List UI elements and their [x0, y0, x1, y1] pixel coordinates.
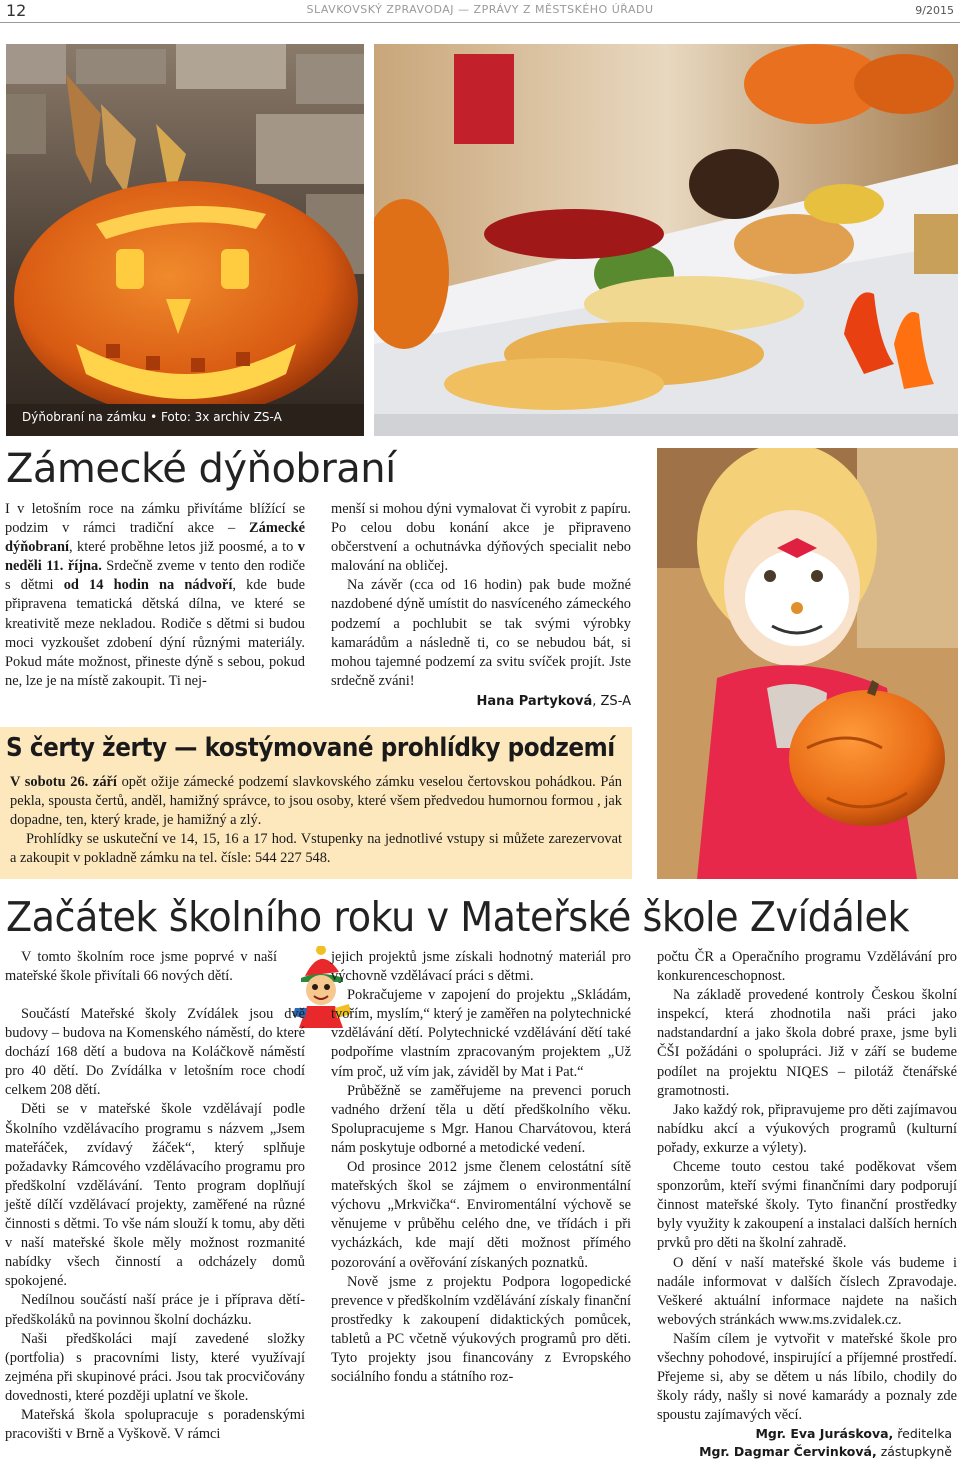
article-title-dynobrani: Zámecké dýňobraní	[6, 446, 396, 492]
issue-number: 9/2015	[915, 4, 954, 17]
article-title-skola: Začátek školního roku v Mateřské škole Zvídálek	[6, 893, 910, 941]
header-rule	[0, 22, 960, 23]
article-skola-signatures	[699, 1425, 952, 1461]
signature-1-role: ředitelka	[893, 1426, 952, 1441]
article-skola-column-3: počtu ČR a Operačního programu Vzdělávání pro konkurenceschopnost. Na základě provedené kontroly Českou školní inspekcí, která zhodnotila naši práci jako nadstandardní a jako škola dobré praxe, jsme byli ČŠI požádáni o spolupráci. Již v září se budeme podílet na projektu NIQES – pilotáž čtenářské gramotnosti. Jako každý rok, připravujeme pro děti zajímavou nabídku akcí a výukových programů (kulturní pořady, exkurze a výlety). Chceme touto cestou také poděkovat všem sponzorům, kteří svými finančními dary podporují činnost mateřské školy. Tyto finanční prostředky byly využity k zakoupení a instalaci dalších herních prvků pro děti na školní zahradě. O dění v naší mateřské škole vás budeme i nadále informovat v dalších číslech Zpravodaje. Veškeré aktuální informace najdete na našich webových stránkách www.ms.zvidalek.cz. Naším cílem je vytvořit v mateřské škole pro všechny pohodové, inspirující a příjemné prostředí. Přejeme si, aby se dětem u nás líbilo, chodily do školy rády, našly si nové kamarády a poznaly zde spoustu zajímavých věcí.	[657, 949, 957, 1424]
photo-carved-pumpkin	[6, 44, 364, 436]
article-dynobrani-column-2-text: menší si mohou dýni vymalovat či vyrobit z papíru. Po celou dobu konání akce je připraveno občerstvení a ochutnávka dýňových specialit nebo malování na obličej. Na závěr (cca od 16 hodin) pak bude možné nazdobené dýně umístit do nasvíceného zámeckého podzemí a pochlubit se tak svými výrobky kamarádům a následně ti, co se nebudou bát, si mohou tajemné podzemí za svitu svíček projít. Jste srdečně zváni!	[331, 501, 631, 689]
photo-food-table	[374, 44, 958, 436]
photo-caption: Dýňobraní na zámku • Foto: 3x archiv ZS-A	[22, 410, 282, 424]
signature-1-name: Mgr. Eva Juráskova,	[755, 1426, 894, 1441]
article-dynobrani-signature	[331, 692, 631, 711]
article-title-certy: S čerty žerty — kostýmované prohlídky podzemí	[6, 733, 615, 763]
article-skola-column-2: jejich projektů jsme získali hodnotný materiál pro výchovně vzdělávací práci s dětmi. Pokračujeme v zapojení do projektu „Skládám, tvořím, myslím,“ který je zaměřen na polytechnické vzdělávání dětí. Polytechnické vzdělávání dětí také podpoříme vlastním zpracovaným projektem „Už vím proč, už vím jak, záviděl by Mat i Pat.“ Průběžně se zaměřujeme na prevenci poruch vadného držení těla u dětí předškolního věku. Spolupracujeme s Mgr. Hanou Charvátovou, která nám poskytuje odborné a metodické vedení. Od prosince 2012 jsme členem celostátní sítě mateřských škol se zájmem o environmentální výchovu „Mrkvička“. Enviromentální výchově se věnujeme v průběhu celého dne, ve třídách i při vycházkách, kde mají děti možnost přímého pozorování a ověřování získaných poznatků. Nově jsme z projektu Podpora logopedické prevence v předškolním vzdělávání získaly finanční prostředky k zakoupení didaktických pomůcek, tabletů a PC včetně výukových programů pro děti. Tyto projekty jsou financovány z Evropského sociálního fondu a státního roz-	[331, 949, 631, 1386]
signature-2-role: zástupkyně	[876, 1444, 952, 1459]
article-certy-text: V sobotu 26. září opět ožije zámecké podzemí slavkovského zámku veselou čertovskou pohádkou. Pán pekla, spousta čertů, anděl, hamižný správce, to jsou osoby, které všem předvedou humornou formou , jak dopadne, ten, který krade, je hamižný a zlý. Prohlídky se uskuteční ve 14, 15, 16 a 17 hod. Vstupenky na jednotlivé vstupy si můžete zarezervovat a zakoupit v pokladně zámku na tel. čísle: 544 227 548.	[10, 774, 622, 867]
article-dynobrani-column-1: I v letošním roce na zámku přivítáme blížící se podzim v rámci tradiční akce – Zámecké dýňobraní, které proběhne letos již poosmé, a to v neděli 11. října. Srdečně zveme v tento den rodiče s dětmi od 14 hodin na nádvoří, kde bude připravena tematická dětská dílna, ve které se kreativitě meze nekladou. Rodiče s dětmi si budou moci vyzkoušet zdobení dýní různými materiály. Pokud máte možnost, přineste dýně s sebou, pokud ne, lze je na místě zakoupit. Ti nej-	[5, 501, 305, 689]
photo-girl-with-pumpkin	[657, 448, 958, 879]
signature-name: Hana Partyková	[476, 693, 593, 709]
article-skola-column-1-intro: V tomto školním roce jsme poprvé v naší mateřské škole přivítali 66 nových dětí.	[5, 949, 277, 985]
signature-2-name: Mgr. Dagmar Červinková,	[699, 1444, 877, 1459]
article-dynobrani-column-2	[331, 500, 631, 711]
article-skola-column-1: Součástí Mateřské školy Zvídálek jsou dvě budovy – budova na Komenského náměstí, do které dochází 168 dětí a budova na Koláčkově náměstí pro 40 dětí. Do Zvídálka v letošním roce chodí celkem 208 dětí. Děti se v mateřské škole vzdělávají podle Školního vzdělávacího programu s názvem „Jsem mateřáček, zvídavý žáček“, který splňuje požadavky Rámcového vzdělávacího programu pro předškolní vzdělávání. Tento program doplňují ještě dílčí vzdělávací projekty, zaměřené na různé činnosti s dětmi. To vše nám slouží k tomu, aby děti v naší mateřské škole měly možnost rozmanité nabídky všech činností a odcházely domů spokojené. Nedílnou součástí naší práce je i příprava dětí-předškoláků na povinnou školní docházku. Naši předškoláci mají zavedené složky (portfolia) s pracovními listy, které využívají zejména při skupinové práci. Jsou tak procvičovány dovednosti, které později uplatní ve škole. Mateřská škola spolupracuje s poradenskými pracovišti v Brně a Vyškově. V rámci	[5, 1006, 305, 1443]
signature-reditelka	[699, 1425, 952, 1443]
page-number: 12	[6, 1, 27, 20]
signature-zastupkyne	[699, 1443, 952, 1461]
page-header	[0, 0, 960, 22]
signature-org: , ZS-A	[592, 693, 631, 709]
running-title: SLAVKOVSKÝ ZPRAVODAJ — ZPRÁVY Z MĚSTSKÉHO ÚŘADU	[306, 3, 654, 16]
